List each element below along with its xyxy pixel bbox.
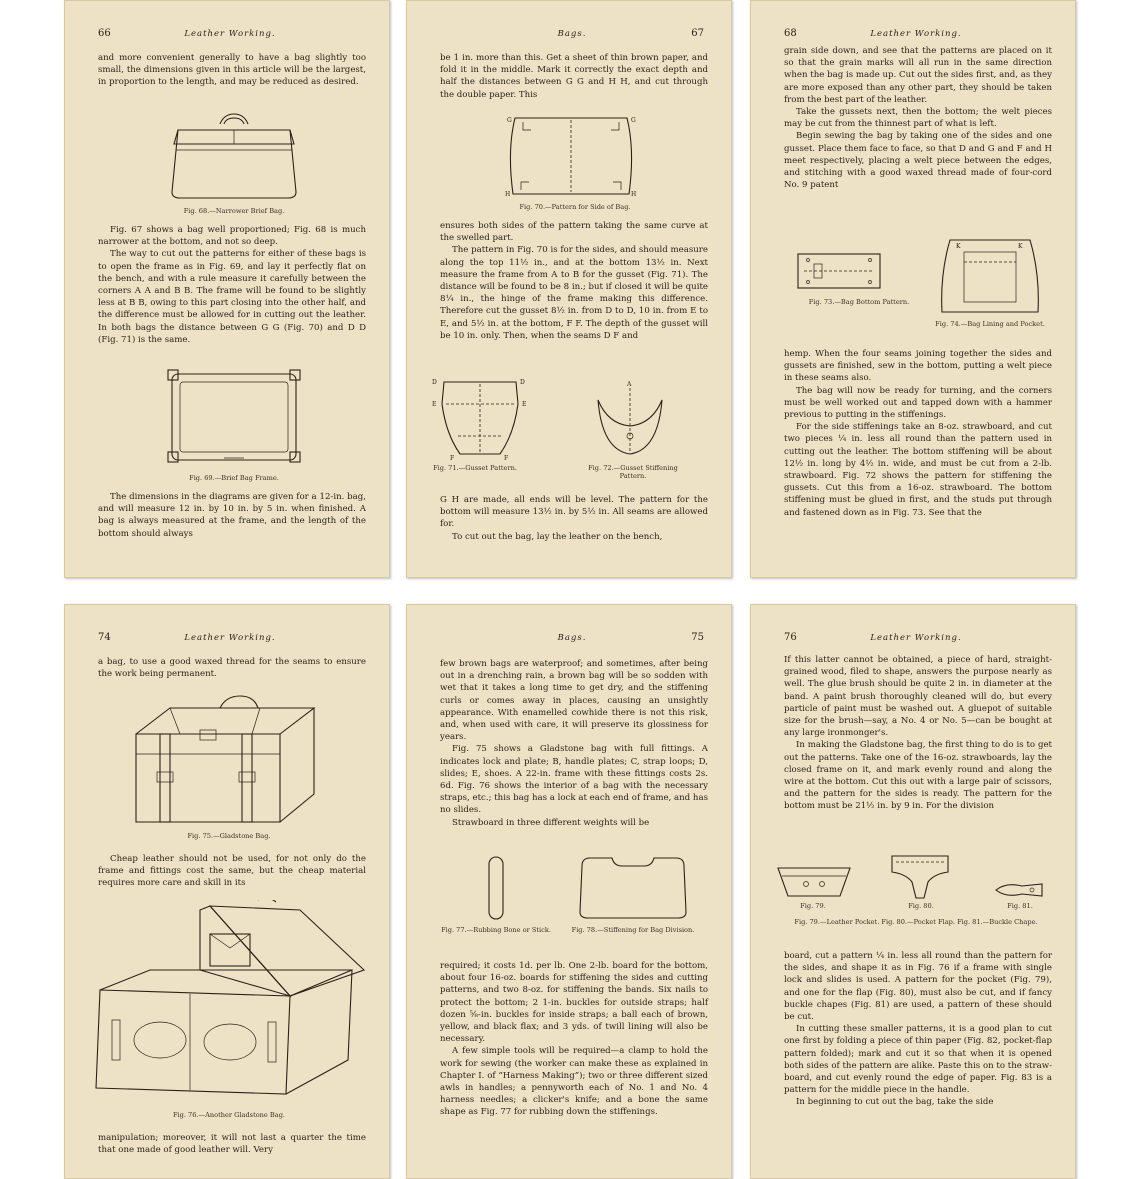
fig69-frame-illustration — [164, 366, 304, 466]
fig74-caption: Fig. 74.—Bag Lining and Pocket. — [935, 320, 1045, 328]
fig71-caption: Fig. 71.—Gusset Pattern. — [433, 464, 517, 472]
svg-text:D: D — [520, 379, 525, 386]
svg-text:G: G — [631, 117, 636, 124]
svg-text:G: G — [507, 117, 512, 124]
page-66 — [64, 0, 390, 578]
page-number: 67 — [691, 28, 704, 39]
body-text-bottom: manipulation; moreover, it will not last a quarter the time that one made of good leather will. Very — [98, 1133, 366, 1156]
fig78-caption: Fig. 78.—Stiffening for Bag Division. — [571, 926, 695, 934]
body-text-middle: ensures both sides of the pattern taking the same curve at the swelled part. The pattern in Fig. 70 is for the sides, and should measure along the top 11½ in., and at the bottom 13½ in. Next measure the frame from A to B for the gusset (Fig. 71). The distance will be found to be 8 in.; but if closed it will be quite 8¼ in., the hinge of the frame making this difference. Therefore cut the gusset 8½ in. from D to D, 10 in. from E to E, and 5½ in. at the bottom, F F. The depth of the gusset will be 10 in. only. Then, when the seams D F and — [440, 221, 708, 341]
body-text-top: a bag, to use a good waxed thread for the seams to ensure the work being permanent. — [98, 657, 366, 680]
fig79-81-caption: Fig. 79.—Leather Pocket. Fig. 80.—Pocket Flap. Fig. 81.—Buckle Chape. — [794, 918, 1038, 926]
page-76 — [750, 604, 1076, 1179]
page-header — [784, 28, 1048, 42]
fig71-label-e: E — [432, 401, 437, 408]
fig74-label-k: K — [956, 243, 961, 250]
page-74 — [64, 604, 390, 1179]
body-text-bottom: The dimensions in the diagrams are given for a 12-in. bag, and will measure 12 in. by 10 in. by 5 in. when finished. A bag is always measured at the frame, and the length of the bottom should always — [98, 492, 366, 539]
fig81-buckle-chape-illustration — [992, 880, 1048, 900]
running-title: Bags. — [557, 29, 587, 39]
fig74-lining-pocket-illustration — [936, 234, 1044, 316]
fig75-gladstone-bag-illustration — [130, 694, 320, 828]
fig71-label-f: F — [450, 455, 455, 460]
page-header — [98, 632, 362, 646]
fig79-leather-pocket-illustration — [774, 862, 854, 900]
page-number: 66 — [98, 28, 111, 39]
page-number: 68 — [784, 28, 797, 39]
running-title: Bags. — [557, 633, 587, 643]
svg-text:E: E — [522, 401, 527, 408]
page-68 — [750, 0, 1076, 578]
body-text-top: few brown bags are waterproof; and sometimes, after being out in a drenching rain, a brown bag will be so sodden with wet that it takes a long time to get dry, and the stiffening curls or comes away in places, causing an unsightly appearance. With enamelled cowhide there is not this risk, and, when used with care, it will preserve its glossiness for years. Fig. 75 shows a Gladstone bag with full fittings. A indicates lock and plate; B, handle plates; C, strap loops; D, slides; E, shoes. A 22-in. frame with these fittings costs 2s. 6d. Fig. 76 shows the interior of a bag with the necessary straps, etc.; this bag has a lock at each end of frame, and has no slides. Strawboard in three different weights will be — [440, 659, 708, 828]
fig80-pocket-flap-illustration — [888, 852, 952, 902]
fig71-label-d: D — [432, 379, 437, 386]
page-75 — [406, 604, 732, 1179]
body-text-middle: Cheap leather should not be used, for not only do the frame and fittings cost the same, but the cheap material requires more care and skill in its — [98, 854, 366, 889]
svg-text:H: H — [505, 191, 511, 198]
fig77-caption: Fig. 77.—Rubbing Bone or Stick. — [441, 926, 551, 934]
svg-text:K: K — [1018, 243, 1023, 250]
fig70-side-pattern-illustration — [501, 110, 641, 200]
page-number: 74 — [98, 632, 111, 643]
fig68-caption: Fig. 68.—Narrower Brief Bag. — [183, 207, 285, 215]
page-header — [784, 632, 1048, 646]
body-text-top: grain side down, and see that the patterns are placed on it so that the grain marks will all run in the same direction when the bag is made up. Cut out the sides first, and, as they are more exposed than any other part, they should be taken from the best part of the leather. Take the gussets next, then the bottom; the welt pieces may be cut from the thinnest part of what is left. Begin sewing the bag by taking one of the sides and one gusset. Place them face to face, so that D and G and F and H meet respectively, placing a welt piece between the edges, and stitching with a good waxed thread made of four-cord No. 9 patent — [784, 46, 1052, 191]
fig81-label: Fig. 81. — [1007, 902, 1033, 910]
running-title: Leather Working. — [870, 633, 962, 643]
body-text-bottom: required; it costs 1d. per lb. One 2-lb. board for the bottom, about four 16-oz. boards for stiffening the sides and cutting patterns, and two 8-oz. for stiffening the bands. Six nails to protect the bottom; 2 1-in. buckles for outside straps; half dozen ⅝-in. buckles for inside straps; a ball each of brown, yellow, and black flax; and 3 yds. of twill lining will also be necessary. A few simple tools will be required—a clamp to hold the work for sewing (the worker can make these as explained in Chapter I. of “Harness Making”); two or three different sized awls in handles; a pennyworth each of No. 1 and No. 4 harness needles; a clicker's knife; and a bone the same shape as Fig. 77 for rubbing down the stiffenings. — [440, 961, 708, 1118]
running-title: Leather Working. — [184, 633, 276, 643]
page-number: 75 — [691, 632, 704, 643]
body-text-bottom: G H are made, all ends will be level. The pattern for the bottom will measure 13½ in. by 5½ in. All seams are allowed for. To cut out the bag, lay the leather on the bench, — [440, 495, 708, 542]
svg-text:H: H — [631, 191, 637, 198]
body-text-middle: Fig. 67 shows a bag well proportioned; Fig. 68 is much narrower at the bottom, and not so deep. The way to cut out the patterns for either of these bags is to open the frame as in Fig. 69, and lay it perfectly flat on the bench, and with a rule measure it carefully between the corners A A and B B. The frame will be found to be slightly less at B B, owing to this part closing into the other half, and the difference must be allowed for in cutting out the leather. In both bags the distance between G G (Fig. 70) and D D (Fig. 71) is the same. — [98, 225, 366, 345]
body-text-bottom: board, cut a pattern ¼ in. less all round than the pattern for the sides, and shape it as in Fig. 76 if a frame with single lock and slides is used. A pattern for the pocket (Fig. 79), and one for the flap (Fig. 80), must also be cut, and if fancy buckle chapes (Fig. 81) are used, a pattern of these should be cut. In cutting these smaller patterns, it is a good plan to cut one first by folding a piece of thin paper (Fig. 82, pocket-flap pattern folded); mark and cut it so that when it is opened both sides of the pattern are alike. Paste this on to the straw-board, and cut evenly round the edge of paper. Fig. 83 is a pattern for the middle piece in the handle. In beginning to cut out the bag, take the side — [784, 951, 1052, 1108]
fig73-caption: Fig. 73.—Bag Bottom Pattern. — [808, 298, 910, 306]
running-title: Leather Working. — [184, 29, 276, 39]
fig77-rubbing-bone-illustration — [484, 854, 508, 922]
svg-text:F: F — [504, 455, 509, 460]
fig72-gusset-stiffening-illustration — [592, 380, 668, 460]
body-text-top: be 1 in. more than this. Get a sheet of thin brown paper, and fold it in the middle. Mark it correctly the exact depth and half the distances between G G and H H, and cut through the double paper. This — [440, 53, 708, 100]
page-header — [440, 632, 704, 646]
fig71-gusset-pattern-illustration — [430, 374, 530, 460]
fig73-bottom-pattern-illustration — [794, 250, 884, 292]
fig68-brief-bag-illustration — [164, 110, 304, 202]
fig72-caption: Fig. 72.—Gusset Stiffening Pattern. — [588, 464, 678, 480]
fig69-caption: Fig. 69.—Brief Bag Frame. — [189, 474, 279, 482]
page-header — [98, 28, 362, 42]
fig78-division-stiffening-illustration — [574, 854, 692, 922]
page-header — [440, 28, 704, 42]
fig79-label: Fig. 79. — [800, 902, 826, 910]
fig76-caption: Fig. 76.—Another Gladstone Bag. — [172, 1111, 286, 1119]
fig72-label-a: A — [627, 381, 632, 388]
fig80-label: Fig. 80. — [908, 902, 934, 910]
fig75-caption: Fig. 75.—Gladstone Bag. — [187, 832, 271, 840]
body-text-top: and more convenient generally to have a bag slightly too small, the dimensions given in this article will be the largest, in proportion to the length, and may be reduced as desired. — [98, 53, 366, 88]
body-text-bottom: hemp. When the four seams joining together the sides and gussets are finished, sew in the bottom, putting a welt piece in these seams also. The bag will now be ready for turning, and the corners must be well worked out and tapped down with a hammer previous to putting in the stiffenings. For the side stiffenings take an 8-oz. strawboard, and cut two pieces ¼ in. less all round than the pattern used in cutting out the leather. The bottom stiffening will be about 12½ in. long by 4½ in. wide, and must be cut from a 2-lb. strawboard. Fig. 72 shows the pattern for stiffening the gussets. Cut this from a 16-oz. strawboard. The bottom stiffening must be glued in first, and the studs put through and fastened down as in Fig. 73. See that the — [784, 349, 1052, 518]
page-67 — [406, 0, 732, 578]
fig76-open-gladstone-bag-illustration — [90, 900, 368, 1100]
body-text-top: If this latter cannot be obtained, a piece of hard, straight-grained wood, filed to shape, answers the purpose nearly as well. The glue brush should be quite 2 in. in diameter at the band. A paint brush thoroughly cleaned will do, but every particle of paint must be washed out. A gluepot of suitable size for the brush—say, a No. 4 or No. 5—can be bought at any large ironmonger's. In making the Gladstone bag, the first thing to do is to get out the patterns. Take one of the 16-oz. strawboards, lay the closed frame on it, and mark evenly round and along the wire at the bottom. Cut this out with a large pair of scissors, and the pattern for the sides is ready. The pattern for the bottom must be 21½ in. by 9 in. For the division — [784, 655, 1052, 812]
page-number: 76 — [784, 632, 797, 643]
running-title: Leather Working. — [870, 29, 962, 39]
fig70-caption: Fig. 70.—Pattern for Side of Bag. — [519, 203, 631, 211]
